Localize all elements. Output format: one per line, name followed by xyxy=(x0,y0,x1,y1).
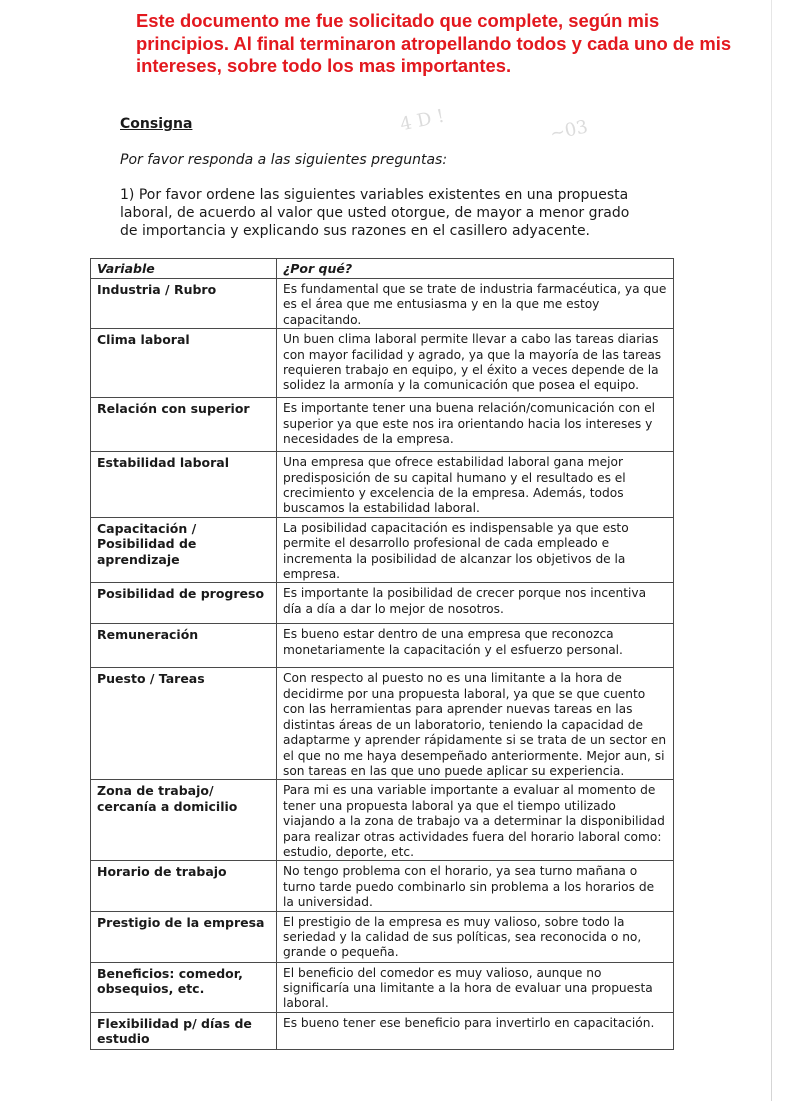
variable-cell: Clima laboral xyxy=(91,329,277,398)
table-row xyxy=(91,962,674,1012)
reason-cell: Es importante la posibilidad de crecer porque nos incentiva día a día a dar lo mejor de nosotros. xyxy=(277,583,674,624)
reason-cell: Para mi es una variable importante a evaluar al momento de tener una propuesta laboral ya que el tiempo utilizado viajando a la zona de trabajo va a determinar la disponibilidad para realizar otras actividades fuera del horario laboral como: estudio, deporte, etc. xyxy=(277,780,674,861)
faint-handwriting-mark: 4 D ! xyxy=(398,105,447,136)
table-row xyxy=(91,624,674,668)
table-row xyxy=(91,911,674,962)
table-row xyxy=(91,780,674,861)
table-row xyxy=(91,861,674,911)
page-edge xyxy=(771,0,772,1101)
variable-cell: Puesto / Tareas xyxy=(91,668,277,780)
table-row xyxy=(91,398,674,452)
table-row xyxy=(91,329,674,398)
reason-cell: Es fundamental que se trate de industria farmacéutica, ya que es el área que me entusiasma y en la que me estoy capacitando. xyxy=(277,279,674,329)
table-row xyxy=(91,1012,674,1049)
variable-cell: Industria / Rubro xyxy=(91,279,277,329)
column-header-why: ¿Por qué? xyxy=(277,259,674,279)
table-row xyxy=(91,583,674,624)
reason-cell: El beneficio del comedor es muy valioso, aunque no significaría una limitante a la hora de evaluar una propuesta laboral. xyxy=(277,962,674,1012)
reason-cell: La posibilidad capacitación es indispensable ya que esto permite el desarrollo profesional de cada empleado e incrementa la posibilidad de alcanzar los objetivos de la empresa. xyxy=(277,517,674,583)
table-header-row xyxy=(91,259,674,279)
variable-cell: Beneficios: comedor, obsequios, etc. xyxy=(91,962,277,1012)
reason-cell: Un buen clima laboral permite llevar a cabo las tareas diarias con mayor facilidad y agrado, ya que la mayoría de las tareas requieren trabajo en equipo, y el éxito a veces depende de la solidez la armonía y la comunicación que posea el equipo. xyxy=(277,329,674,398)
variable-cell: Remuneración xyxy=(91,624,277,668)
instructions-text: Por favor responda a las siguientes preguntas: xyxy=(120,152,448,168)
reason-cell: El prestigio de la empresa es muy valioso, sobre todo la seriedad y la calidad de sus políticas, sea reconocida o no, grande o pequeña. xyxy=(277,911,674,962)
table-row xyxy=(91,668,674,780)
variable-cell: Prestigio de la empresa xyxy=(91,911,277,962)
variable-cell: Flexibilidad p/ días de estudio xyxy=(91,1012,277,1049)
reason-cell: Es bueno tener ese beneficio para invertirlo en capacitación. xyxy=(277,1012,674,1049)
reason-cell: Con respecto al puesto no es una limitante a la hora de decidirme por una propuesta laboral, ya que se que cuento con las herramientas para aprender nuevas tareas en las distintas áreas de un laboratorio, teniendo la capacidad de adaptarme y aprender rápidamente si se trata de un sector en el que no me haya desempeñado anteriormente. Mejor aun, si son tareas en las que uno puede aplicar su experiencia. xyxy=(277,668,674,780)
faint-handwriting-mark: ~03 xyxy=(548,116,590,145)
reason-cell: Es bueno estar dentro de una empresa que reconozca monetariamente la capacitación y el esfuerzo personal. xyxy=(277,624,674,668)
variable-cell: Estabilidad laboral xyxy=(91,452,277,518)
variable-cell: Horario de trabajo xyxy=(91,861,277,911)
header-note: Este documento me fue solicitado que complete, según mis principios. Al final terminaron atropellando todos y cada uno de mis intereses, sobre todo los mas importantes. xyxy=(136,10,732,76)
reason-cell: Una empresa que ofrece estabilidad laboral gana mejor predisposición de su capital humano y el resultado es el crecimiento y excelencia de la empresa. Además, todos buscamos la estabilidad laboral. xyxy=(277,452,674,518)
variable-cell: Relación con superior xyxy=(91,398,277,452)
variable-cell: Zona de trabajo/ cercanía a domicilio xyxy=(91,780,277,861)
reason-cell: Es importante tener una buena relación/comunicación con el superior ya que este nos ira orientando hacia los intereses y necesidades de la empresa. xyxy=(277,398,674,452)
reason-cell: No tengo problema con el horario, ya sea turno mañana o turno tarde puedo combinarlo sin problema a los horarios de la universidad. xyxy=(277,861,674,911)
section-title: Consigna xyxy=(120,116,193,132)
column-header-variable: Variable xyxy=(91,259,277,279)
variable-cell: Posibilidad de progreso xyxy=(91,583,277,624)
table-row xyxy=(91,279,674,329)
variable-cell: Capacitación / Posibilidad de aprendizaje xyxy=(91,517,277,583)
variables-table xyxy=(90,258,674,1050)
table-row xyxy=(91,517,674,583)
question-text: 1) Por favor ordene las siguientes variables existentes en una propuesta laboral, de acuerdo al valor que usted otorgue, de mayor a menor grado de importancia y explicando sus razones en el casillero adyacente. xyxy=(120,187,630,239)
table-row xyxy=(91,452,674,518)
